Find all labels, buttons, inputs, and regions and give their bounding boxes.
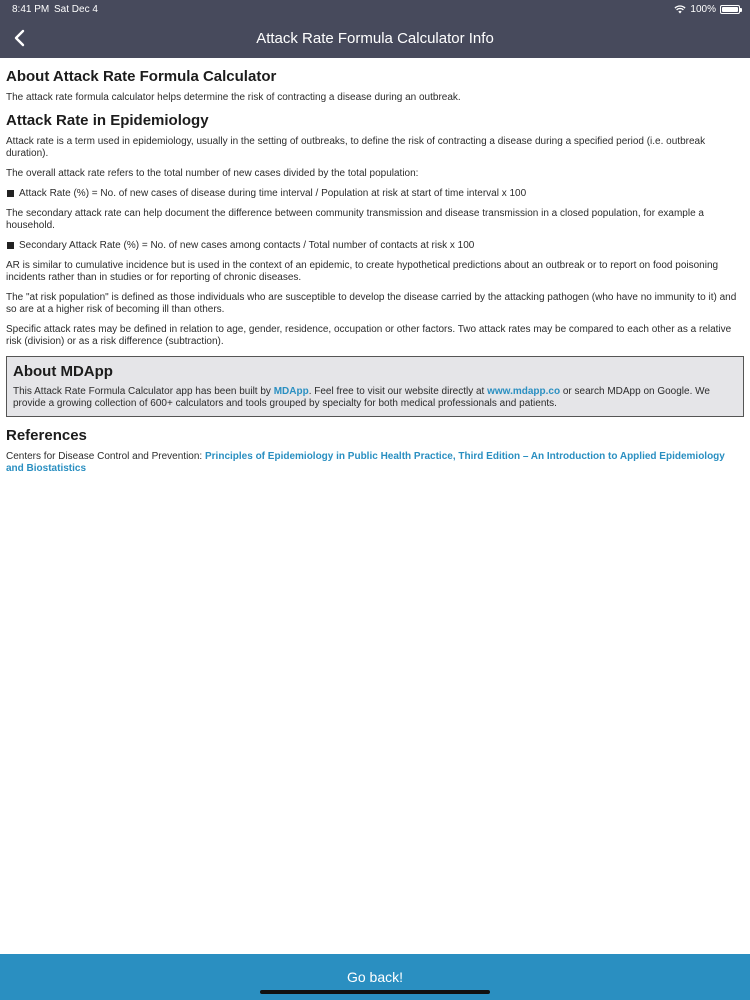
bullet-square-icon [7, 190, 14, 197]
app-header [0, 0, 750, 58]
reference-item [6, 451, 744, 475]
wifi-icon [674, 5, 686, 14]
epidemiology-p5: The "at risk population" is defined as those individuals who are susceptible to develop the disease carried by the attacking pathogen (who have no immunity to it) and so are at a higher risk of becoming ill than others. [6, 292, 737, 315]
home-indicator [260, 990, 490, 994]
mdapp-link[interactable]: MDApp [273, 386, 309, 397]
about-mdapp-box [6, 356, 744, 417]
references-heading: References [6, 427, 87, 444]
epidemiology-p4: AR is similar to cumulative incidence but is used in the context of an epidemic, to create hypothetical predictions about an outbreak or to report on food poisoning incidents rather than in studies or for reporting of chronic diseases. [6, 260, 719, 283]
secondary-attack-rate-formula [6, 240, 744, 252]
bullet-square-icon [7, 242, 14, 249]
epidemiology-p6: Specific attack rates may be defined in relation to age, gender, residence, occupation or other factors. Two attack rates may be compared to each other as a relative risk (division) or as a risk difference (subtraction). [6, 324, 732, 347]
reference-link[interactable]: Principles of Epidemiology in Public Health Practice, Third Edition – An Introduction to Applied Epidemiology and Biostatistics [6, 451, 725, 474]
epidemiology-p3: The secondary attack rate can help document the difference between community transmission and disease transmission in a closed population, for example a household. [6, 208, 704, 231]
secondary-attack-rate-formula-text: Secondary Attack Rate (%) = No. of new cases among contacts / Total number of contacts at risk x 100 [19, 240, 475, 251]
status-time: 8:41 PM [12, 4, 50, 15]
website-link[interactable]: www.mdapp.co [487, 386, 561, 397]
epidemiology-p1: Attack rate is a term used in epidemiology, usually in the setting of outbreaks, to define the risk of contracting a disease during a specified period (i.e. outbreak duration). [6, 136, 706, 159]
epidemiology-p2: The overall attack rate refers to the total number of new cases divided by the total population: [6, 168, 419, 179]
about-mdapp-heading: About MDApp [13, 363, 113, 380]
go-back-label: Go back! [346, 969, 404, 985]
page-title: Attack Rate Formula Calculator Info [256, 30, 494, 47]
epidemiology-heading: Attack Rate in Epidemiology [6, 112, 209, 129]
status-right [674, 4, 740, 15]
go-back-button[interactable] [0, 954, 750, 1000]
battery-icon [720, 5, 740, 14]
status-bar [0, 0, 750, 18]
about-calculator-heading: About Attack Rate Formula Calculator [6, 68, 277, 85]
attack-rate-formula [6, 188, 744, 200]
content [6, 64, 744, 483]
about-mdapp-text-middle: . Feel free to visit our website directly at [308, 386, 485, 397]
status-date: Sat Dec 4 [54, 4, 98, 15]
reference-source: Centers for Disease Control and Prevention: [6, 451, 203, 462]
battery-percent: 100% [690, 4, 716, 15]
about-mdapp-text-end: or search MDApp on Google. We provide a growing collection of 600+ calculators and tools grouped by specialty for both medical professionals and patients. [13, 386, 710, 409]
about-calculator-text: The attack rate formula calculator helps determine the risk of contracting a disease during an outbreak. [6, 92, 461, 103]
about-mdapp-text [13, 386, 737, 410]
about-mdapp-text-start: This Attack Rate Formula Calculator app has been built by [13, 386, 271, 397]
attack-rate-formula-text: Attack Rate (%) = No. of new cases of disease during time interval / Population at risk at start of time interval x 100 [19, 188, 527, 199]
